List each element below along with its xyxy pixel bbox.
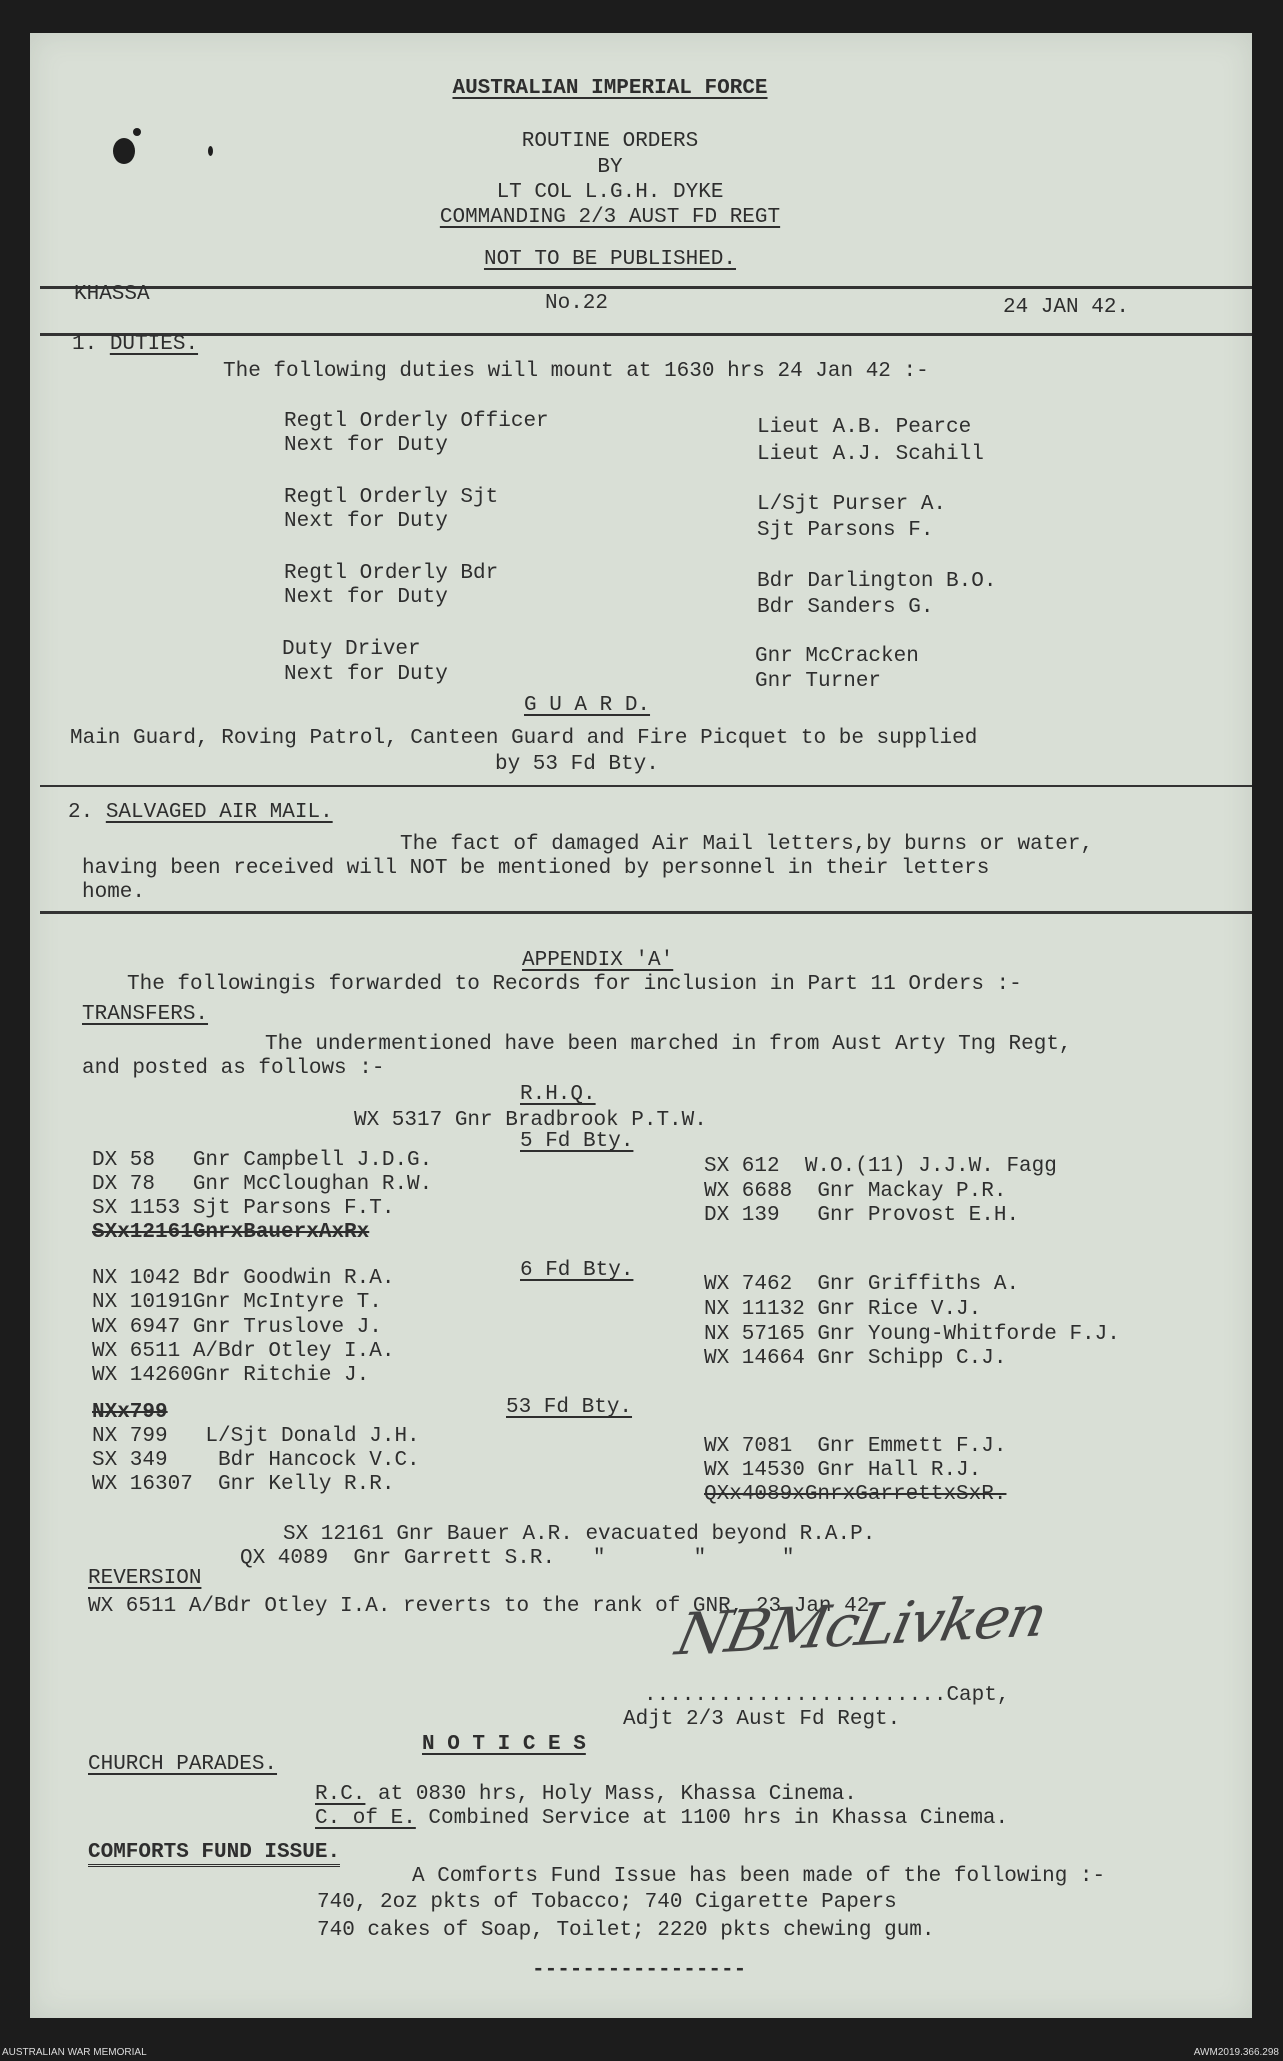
personnel-entry: WX 6688 Gnr Mackay P.R. [704,1180,1007,1203]
rule [40,785,1252,787]
duties-heading: DUTIES. [109,333,199,356]
appendix-intro: The followingis forwarded to Records for inclusion in Part 11 Orders :- [127,973,1022,996]
comforts-text: A Comforts Fund Issue has been made of the following :- [412,1865,1106,1888]
personnel-entry: SX 349 Bdr Hancock V.C. [92,1449,420,1472]
duty-role: Regtl Orderly Sjt [284,486,499,509]
force-title: AUSTRALIAN IMPERIAL FORCE [452,77,768,100]
airmail-text: having been received will NOT be mentioned by personnel in their letters [82,857,990,880]
struck-entry: SXx12161GnrxBauerxAxRx [92,1221,370,1244]
duty-role: Duty Driver [282,638,421,661]
order-number: No.22 [545,292,609,315]
rhq-heading: R.H.Q. [520,1083,596,1106]
bty6-heading: 6 Fd Bty. [520,1259,634,1282]
rc-text: at 0830 hrs, Holy Mass, Khassa Cinema. [365,1783,857,1806]
struck-entry: QXx4089xGnrxGarrettxSxR. [704,1483,1007,1506]
comforts-heading: COMFORTS FUND ISSUE. [88,1841,340,1867]
order-date: 24 JAN 42. [1003,296,1130,319]
duties-intro: The following duties will mount at 1630 hrs 24 Jan 42 :- [223,360,929,383]
personnel-entry: WX 14530 Gnr Hall R.J. [704,1459,982,1482]
struck-entry: NXx799 [92,1401,168,1424]
personnel-entry: DX 58 Gnr Campbell J.D.G. [92,1149,433,1172]
airmail-heading: SALVAGED AIR MAIL. [105,801,333,824]
duty-name: Bdr Sanders G. [757,596,934,619]
comforts-text: 740, 2oz pkts of Tobacco; 740 Cigarette Papers [317,1891,897,1914]
order-document [30,33,1252,2018]
notices-heading: N O T I C E S [422,1733,586,1756]
footer-accession: AWM2019.366.298 [1193,2047,1279,2058]
reversion-text: WX 6511 A/Bdr Otley I.A. reverts to the rank of GNR, 23 Jan 42. [88,1595,882,1618]
duty-name: Gnr McCracken [755,645,919,668]
personnel-entry: SX 612 W.O.(11) J.J.W. Fagg [704,1155,1057,1178]
personnel-entry: WX 16307 Gnr Kelly R.R. [92,1473,395,1496]
duty-name: L/Sjt Purser A. [757,493,947,516]
duty-role: Next for Duty [284,586,448,609]
personnel-entry: WX 14664 Gnr Schipp C.J. [704,1347,1007,1370]
restriction-line: NOT TO BE PUBLISHED. [483,248,737,271]
officer-line: LT COL L.G.H. DYKE [496,181,724,204]
bty5-heading: 5 Fd Bty. [520,1130,634,1153]
transfers-text: The undermentioned have been marched in from Aust Arty Tng Regt, [265,1033,1072,1056]
ce-text: Combined Service at 1100 hrs in Khassa Cinema. [415,1807,1009,1830]
duty-role: Next for Duty [284,510,448,533]
duty-name: Lieut A.J. Scahill [757,443,984,466]
duty-name: Bdr Darlington B.O. [757,570,997,593]
place: KHASSA [74,283,150,306]
duty-name: Gnr Turner [755,670,882,693]
signature-title: Adjt 2/3 Aust Fd Regt. [623,1708,901,1731]
section-number: 1. [72,333,98,356]
personnel-entry: NX 1042 Bdr Goodwin R.A. [92,1267,395,1290]
guard-text: Main Guard, Roving Patrol, Canteen Guard and Fire Picquet to be supplied [70,727,978,750]
signature-line: ........................Capt, [644,1684,1010,1707]
bty53-heading: 53 Fd Bty. [506,1396,633,1419]
comforts-text: 740 cakes of Soap, Toilet; 2220 pkts chewing gum. [317,1919,935,1942]
rule [40,333,1252,336]
archive-footer [0,2047,1283,2061]
evacuation-entry: SX 12161 Gnr Bauer A.R. evacuated beyond R.A.P. [283,1523,876,1546]
personnel-entry: WX 7462 Gnr Griffiths A. [704,1273,1020,1296]
church-heading: CHURCH PARADES. [88,1753,278,1776]
duty-role: Next for Duty [284,434,448,457]
routine-orders-title: ROUTINE ORDERS [521,130,699,153]
personnel-entry: NX 57165 Gnr Young-Whitforde F.J. [704,1323,1120,1346]
duty-role: Regtl Orderly Bdr [284,562,499,585]
airmail-text: The fact of damaged Air Mail letters,by burns or water, [400,833,1094,856]
by-line: BY [597,156,623,179]
personnel-entry: WX 6947 Gnr Truslove J. [92,1316,382,1339]
personnel-entry: DX 139 Gnr Provost E.H. [704,1204,1020,1227]
footer-source: AUSTRALIAN WAR MEMORIAL [2,2047,147,2058]
personnel-entry: WX 7081 Gnr Emmett F.J. [704,1435,1007,1458]
ce-label: C. of E. [315,1807,416,1830]
rhq-entry: WX 5317 Gnr Bradbrook P.T.W. [354,1109,707,1132]
personnel-entry: DX 78 Gnr McCloughan R.W. [92,1173,433,1196]
section-number: 2. [68,801,94,824]
duty-name: Sjt Parsons F. [757,519,934,542]
end-rule: ----------------- [532,1959,747,1982]
personnel-entry: NX 799 L/Sjt Donald J.H. [92,1425,420,1448]
duty-role: Next for Duty [284,663,448,686]
personnel-entry: NX 10191Gnr McIntyre T. [92,1291,382,1314]
transfers-heading: TRANSFERS. [82,1003,209,1026]
signature-mark: NBMcLivken [670,1581,1052,1669]
rule [40,911,1252,914]
personnel-entry: SX 1153 Sjt Parsons F.T. [92,1197,395,1220]
duty-role: Regtl Orderly Officer [284,410,549,433]
guard-heading: G U A R D. [524,694,651,717]
personnel-entry: NX 11132 Gnr Rice V.J. [704,1298,982,1321]
duty-name: Lieut A.B. Pearce [757,416,972,439]
commanding-line: COMMANDING 2/3 AUST FD REGT [439,206,781,229]
personnel-entry: WX 14260Gnr Ritchie J. [92,1364,370,1387]
airmail-text: home. [82,881,146,904]
evacuation-entry: QX 4089 Gnr Garrett S.R. " " " [240,1547,795,1570]
guard-text: by 53 Fd Bty. [495,753,659,776]
appendix-heading: APPENDIX 'A' [522,949,674,972]
transfers-text: and posted as follows :- [82,1057,385,1080]
personnel-entry: WX 6511 A/Bdr Otley I.A. [92,1340,395,1363]
rule [40,286,1252,289]
reversion-heading: REVERSION [88,1567,202,1590]
rc-label: R.C. [315,1783,366,1806]
